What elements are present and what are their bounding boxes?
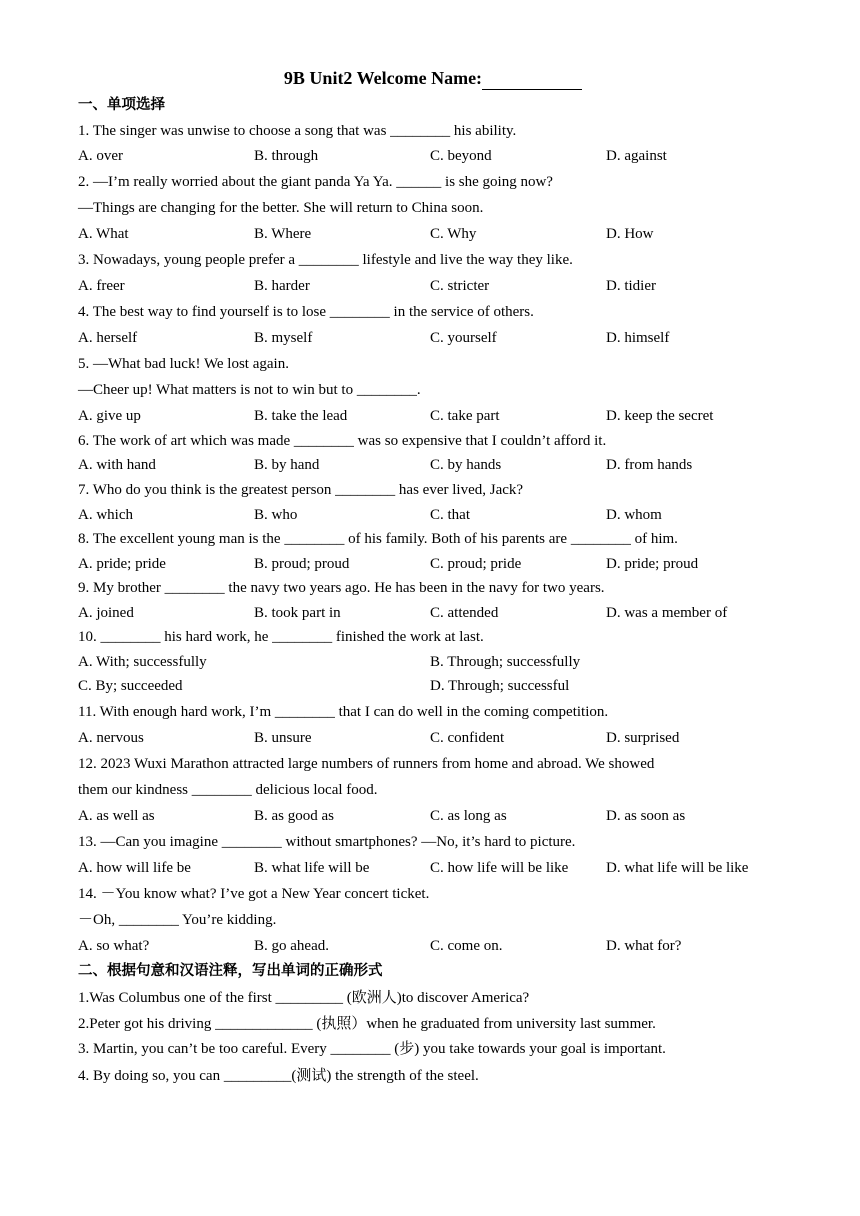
q11-option-a: A. nervous	[78, 730, 144, 746]
question-10: 10. ________ his hard work, he ________ finished the work at last.	[78, 629, 484, 645]
q3-option-d: D. tidier	[606, 278, 656, 294]
question-12: 12. 2023 Wuxi Marathon attracted large numbers of runners from home and abroad. We showed	[78, 756, 655, 772]
q6-option-b: B. by hand	[254, 457, 320, 473]
question-4: 4. The best way to find yourself is to lose ________ in the service of others.	[78, 304, 534, 320]
q12-option-b: B. as good as	[254, 808, 334, 824]
fill-item-3: 3. Martin, you can’t be too careful. Every ________ (步) you take towards your goal is important.	[78, 1041, 666, 1057]
q14-option-b: B. go ahead.	[254, 938, 329, 954]
question-5: 5. —What bad luck! We lost again.	[78, 356, 289, 372]
q13-option-c: C. how life will be like	[430, 860, 569, 876]
page-title: 9B Unit2 Welcome Name:	[78, 66, 788, 90]
q5-option-a: A. give up	[78, 408, 141, 424]
q14-option-d: D. what for?	[606, 938, 682, 954]
q1-option-b: B. through	[254, 148, 319, 164]
q12-option-c: C. as long as	[430, 808, 507, 824]
q6-option-a: A. with hand	[78, 457, 156, 473]
q8-option-b: B. proud; proud	[254, 556, 350, 572]
q7-option-a: A. which	[78, 507, 133, 523]
q11-option-b: B. unsure	[254, 730, 312, 746]
q2-option-a: A. What	[78, 226, 129, 242]
q9-option-b: B. took part in	[254, 605, 341, 621]
question-1: 1. The singer was unwise to choose a song that was ________ his ability.	[78, 123, 517, 139]
q2-option-c: C. Why	[430, 226, 477, 242]
q8-option-c: C. proud; pride	[430, 556, 522, 572]
q9-option-c: C. attended	[430, 605, 499, 621]
q6-option-d: D. from hands	[606, 457, 693, 473]
q14-option-a: A. so what?	[78, 938, 150, 954]
q13-option-d: D. what life will be like	[606, 860, 749, 876]
q10-option-c: C. By; succeeded	[78, 678, 183, 694]
q7-option-c: C. that	[430, 507, 470, 523]
q4-option-a: A. herself	[78, 330, 138, 346]
q9-option-a: A. joined	[78, 605, 134, 621]
question-2: 2. —I’m really worried about the giant panda Ya Ya. ______ is she going now?	[78, 174, 553, 190]
question-2-line-2: —Things are changing for the better. She will return to China soon.	[78, 200, 484, 216]
q11-option-d: D. surprised	[606, 730, 680, 746]
question-7: 7. Who do you think is the greatest person ________ has ever lived, Jack?	[78, 482, 524, 498]
q3-option-b: B. harder	[254, 278, 310, 294]
q8-option-a: A. pride; pride	[78, 556, 166, 572]
q2-option-b: B. Where	[254, 226, 312, 242]
q4-option-c: C. yourself	[430, 330, 497, 346]
q5-option-d: D. keep the secret	[606, 408, 714, 424]
fill-item-4: 4. By doing so, you can _________(测试) the strength of the steel.	[78, 1068, 479, 1084]
question-14: 14. －You know what? I’ve got a New Year concert ticket.	[78, 886, 430, 902]
q7-option-d: D. whom	[606, 507, 662, 523]
q7-option-b: B. who	[254, 507, 298, 523]
q12-option-d: D. as soon as	[606, 808, 686, 824]
q11-option-c: C. confident	[430, 730, 505, 746]
q4-option-b: B. myself	[254, 330, 313, 346]
question-14-line-2: －Oh, ________ You’re kidding.	[78, 912, 277, 928]
q10-option-d: D. Through; successful	[430, 678, 570, 694]
q1-option-a: A. over	[78, 148, 123, 164]
section2-heading: 二、根据句意和汉语注释，写出单词的正确形式	[78, 963, 383, 979]
fill-item-2: 2.Peter got his driving _____________ (执照）when he graduated from university last summer.	[78, 1016, 656, 1032]
q4-option-d: D. himself	[606, 330, 670, 346]
q8-option-d: D. pride; proud	[606, 556, 699, 572]
question-8: 8. The excellent young man is the ________ of his family. Both of his parents are ________ of him.	[78, 531, 678, 547]
q13-option-b: B. what life will be	[254, 860, 370, 876]
q3-option-a: A. freer	[78, 278, 125, 294]
q10-option-b: B. Through; successfully	[430, 654, 581, 670]
name-blank[interactable]	[482, 71, 582, 90]
q2-option-d: D. How	[606, 226, 654, 242]
q6-option-c: C. by hands	[430, 457, 502, 473]
q1-option-d: D. against	[606, 148, 667, 164]
q3-option-c: C. stricter	[430, 278, 490, 294]
q5-option-b: B. take the lead	[254, 408, 348, 424]
question-9: 9. My brother ________ the navy two years ago. He has been in the navy for two years.	[78, 580, 605, 596]
q10-option-a: A. With; successfully	[78, 654, 207, 670]
q12-option-a: A. as well as	[78, 808, 155, 824]
question-5-line-2: —Cheer up! What matters is not to win but to ________.	[78, 382, 421, 398]
q14-option-c: C. come on.	[430, 938, 503, 954]
fill-item-1: 1.Was Columbus one of the first _________ (欧洲人)to discover America?	[78, 990, 530, 1006]
question-13: 13. —Can you imagine ________ without smartphones? —No, it’s hard to picture.	[78, 834, 576, 850]
q5-option-c: C. take part	[430, 408, 500, 424]
q1-option-c: C. beyond	[430, 148, 492, 164]
question-6: 6. The work of art which was made ________ was so expensive that I couldn’t afford it.	[78, 433, 607, 449]
question-3: 3. Nowadays, young people prefer a ________ lifestyle and live the way they like.	[78, 252, 573, 268]
question-12-line-2: them our kindness ________ delicious local food.	[78, 782, 378, 798]
section1-heading: 一、单项选择	[78, 97, 165, 113]
q13-option-a: A. how will life be	[78, 860, 191, 876]
q9-option-d: D. was a member of	[606, 605, 728, 621]
question-11: 11. With enough hard work, I’m ________ that I can do well in the coming competition.	[78, 704, 609, 720]
